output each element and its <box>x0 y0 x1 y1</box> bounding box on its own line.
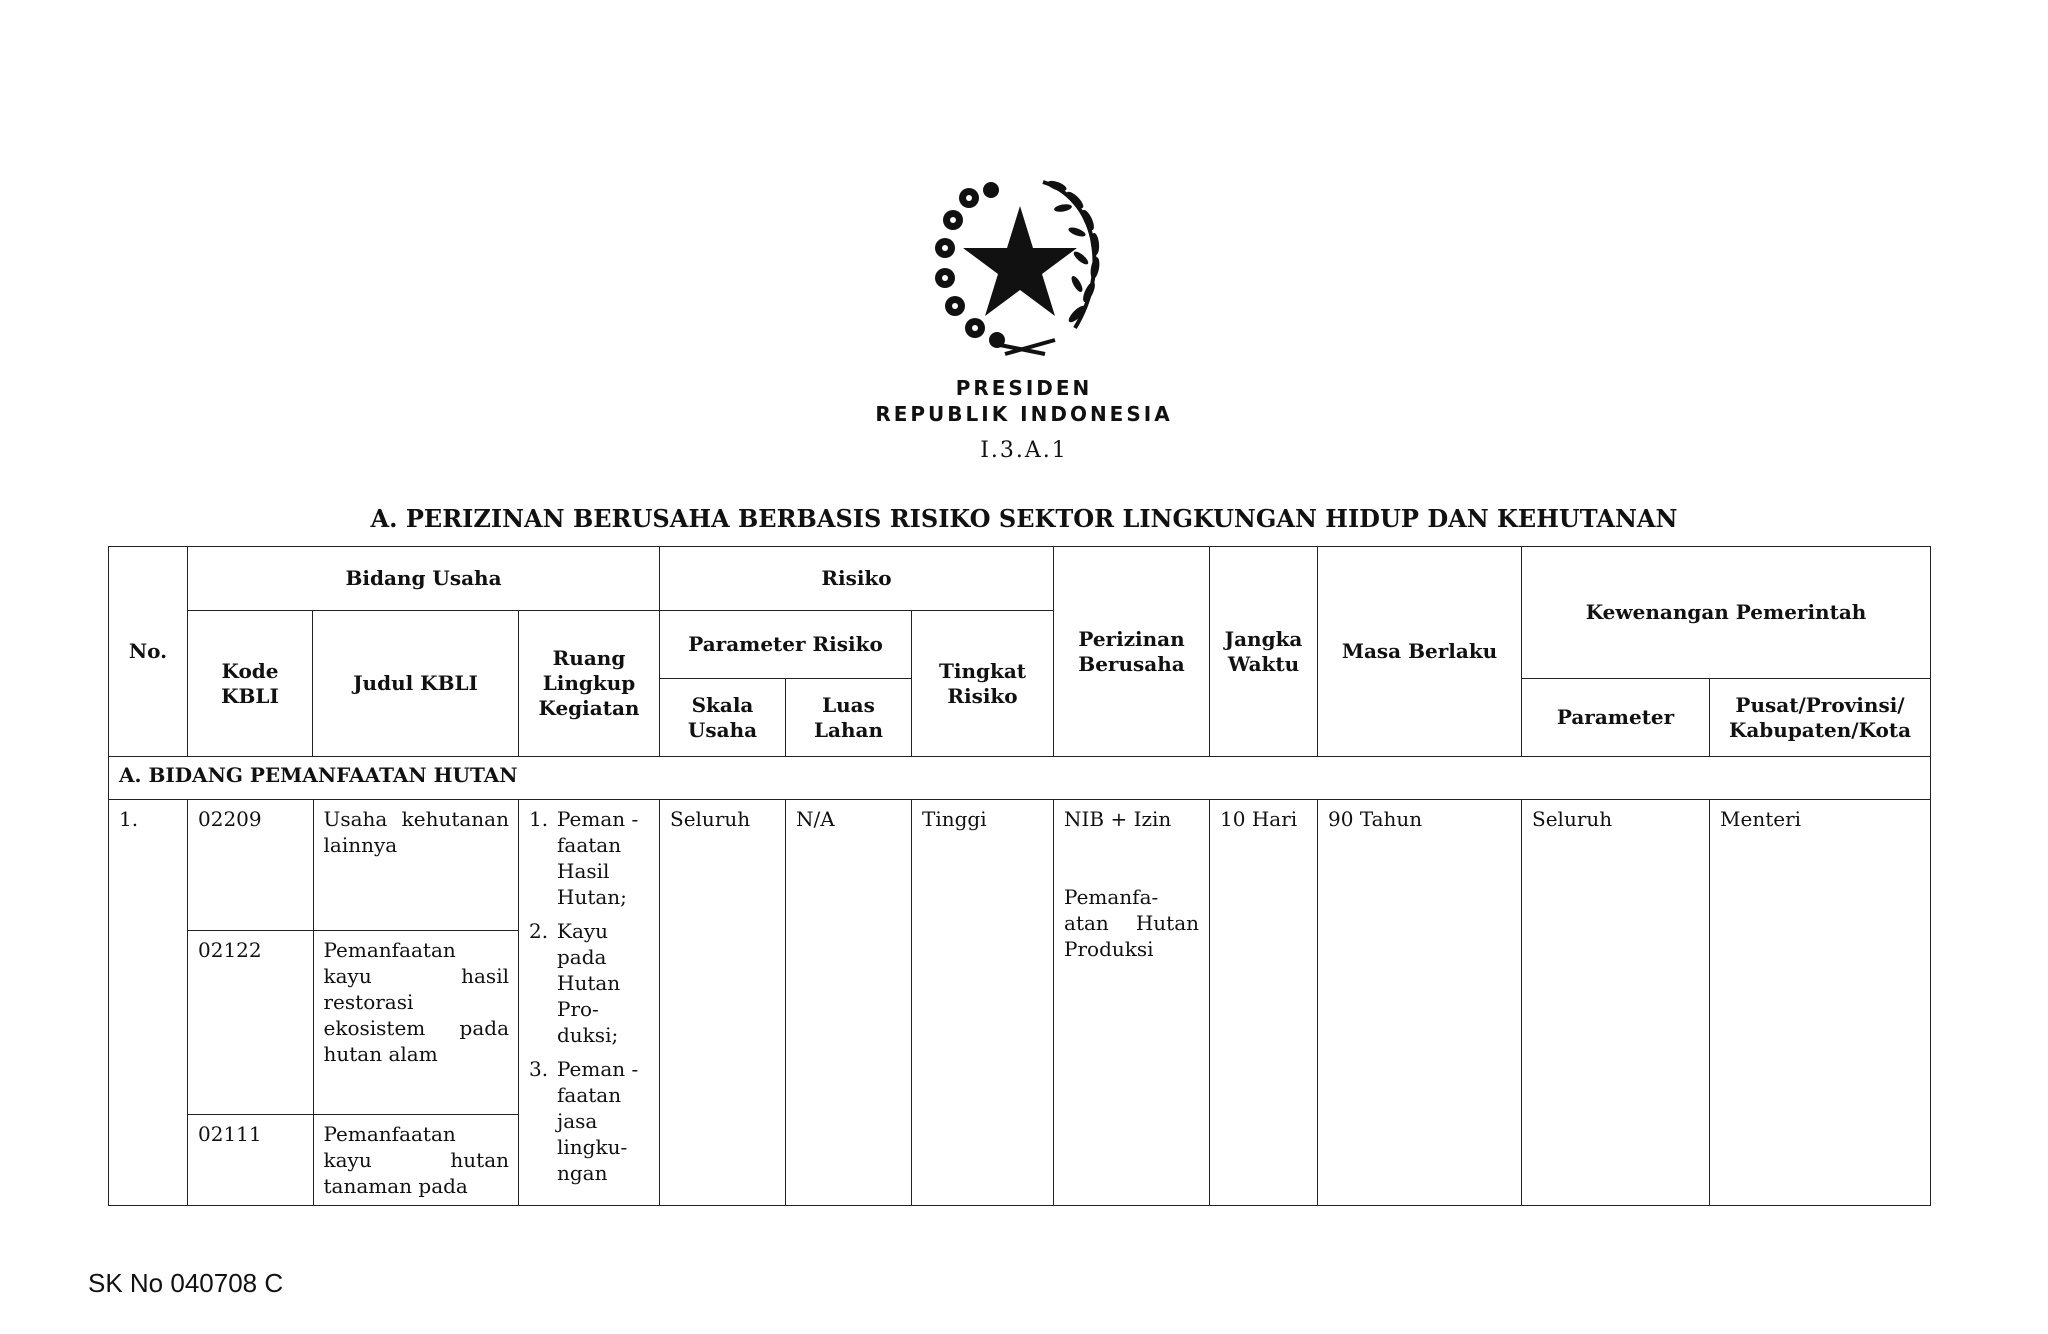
parameter-value: Seluruh <box>1522 800 1710 1206</box>
header-parameter-risiko: Parameter Risiko <box>660 611 912 679</box>
header-republik-indonesia: REPUBLIK INDONESIA <box>875 402 1173 426</box>
luas-lahan-value: N/A <box>786 800 912 1206</box>
header-judul-kbli: Judul KBLI <box>313 611 519 757</box>
list-item: 2. Kayu pada Hutan Pro- duksi; <box>529 919 621 1047</box>
page-reference: I.3.A.1 <box>980 438 1068 463</box>
pusat-value: Menteri <box>1710 800 1931 1206</box>
header-risiko: Risiko <box>660 547 1054 611</box>
licensing-table <box>108 546 1931 1206</box>
skala-usaha-value: Seluruh <box>660 800 786 1206</box>
header-parameter: Parameter <box>1522 679 1710 757</box>
header-skala-usaha: Skala Usaha <box>660 679 786 757</box>
header-kode-kbli: Kode KBLI <box>188 611 313 757</box>
table-row <box>109 800 1931 1206</box>
jangka-waktu-value: 10 Hari <box>1210 800 1318 1206</box>
kbli-code: 02122 <box>188 930 313 1114</box>
kbli-group <box>188 800 519 1206</box>
kbli-code: 02111 <box>188 1114 313 1205</box>
garuda-star-wreath-emblem-icon <box>925 168 1115 358</box>
footer-code: SK No 040708 C <box>88 1268 284 1298</box>
ruang-lingkup-cell <box>519 800 660 1206</box>
kbli-title: Usaha kehutanan lainnya <box>323 807 509 857</box>
perizinan-value <box>1054 800 1210 1206</box>
header-tingkat-risiko: Tingkat Risiko <box>912 611 1054 757</box>
list-item: 3. Peman -faatan jasa lingku- ngan <box>529 1057 639 1185</box>
tingkat-risiko-value: Tinggi <box>912 800 1054 1206</box>
kbli-title: Pemanfaatan kayu hutan tanaman pada <box>313 1114 519 1205</box>
header-no: No. <box>109 547 188 757</box>
kbli-code: 02209 <box>188 800 313 930</box>
kbli-title: Pemanfaatan kayu hasil restorasi ekosistem pada hutan alam <box>313 930 519 1114</box>
header-bidang-usaha: Bidang Usaha <box>188 547 660 611</box>
document-title: A. PERIZINAN BERUSAHA BERBASIS RISIKO SEKTOR LINGKUNGAN HIDUP DAN KEHUTANAN <box>370 504 1678 533</box>
header-masa-berlaku: Masa Berlaku <box>1318 547 1522 757</box>
header-pusat-provinsi: Pusat/Provinsi/ Kabupaten/Kota <box>1710 679 1931 757</box>
header-presiden: PRESIDEN <box>955 376 1093 400</box>
perizinan-line1: NIB + Izin <box>1064 807 1172 831</box>
row-no: 1. <box>109 800 188 1206</box>
header-kewenangan-pemerintah: Kewenangan Pemerintah <box>1522 547 1931 679</box>
masa-berlaku-value: 90 Tahun <box>1318 800 1522 1206</box>
header-perizinan-berusaha: Perizinan Berusaha <box>1054 547 1210 757</box>
perizinan-line2: Pemanfa- atan Hutan Produksi <box>1064 885 1200 961</box>
header-jangka-waktu: Jangka Waktu <box>1210 547 1318 757</box>
header-ruang-lingkup: Ruang Lingkup Kegiatan <box>519 611 660 757</box>
section-title: A. BIDANG PEMANFAATAN HUTAN <box>109 757 1931 800</box>
header-luas-lahan: Luas Lahan <box>786 679 912 757</box>
list-item: 1. Peman -faatan Hasil Hutan; <box>529 807 639 909</box>
